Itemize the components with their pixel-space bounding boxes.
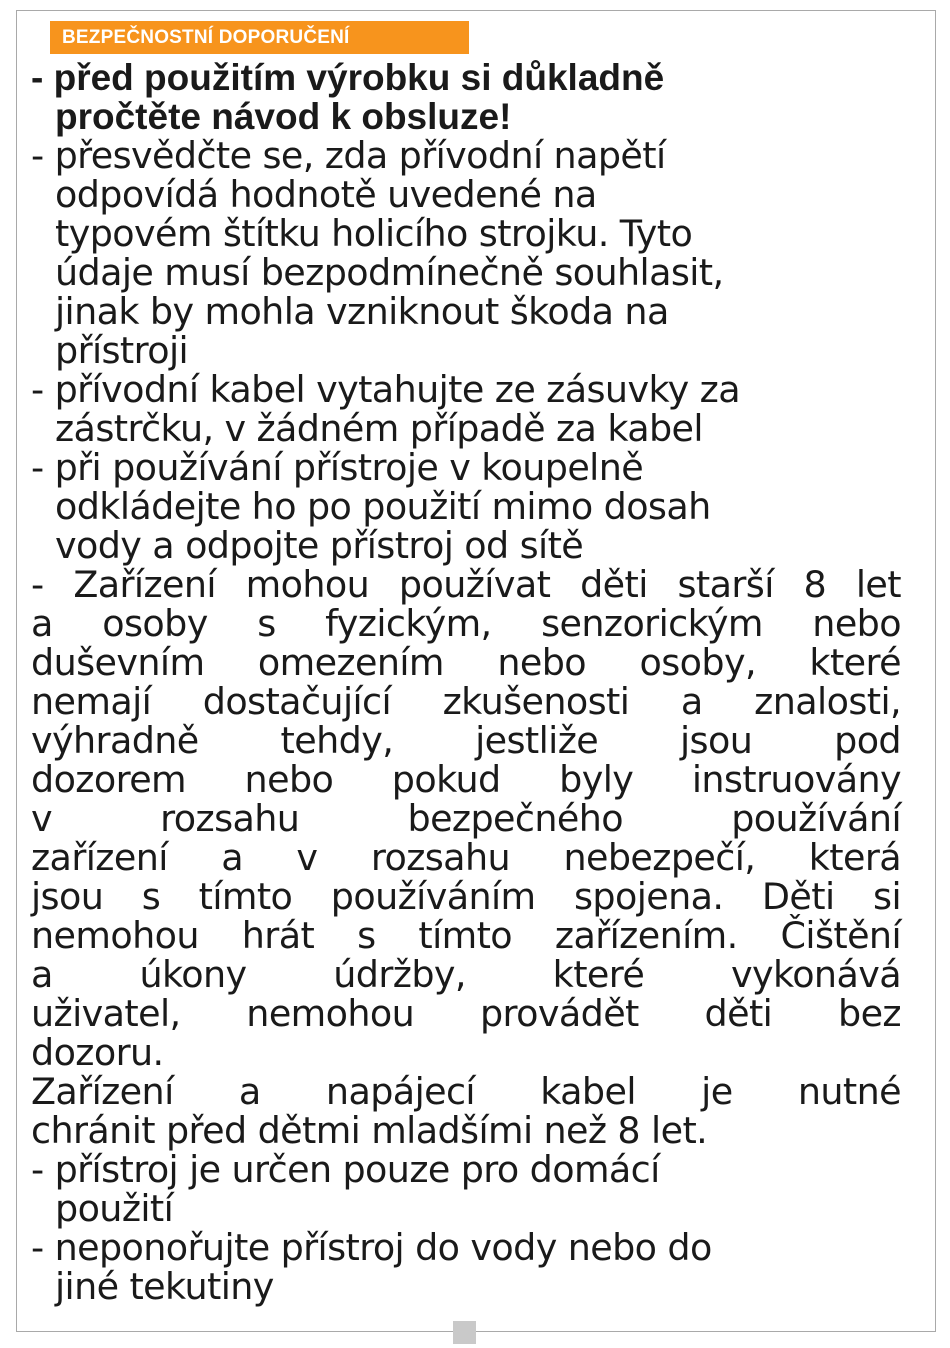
text-line: nemohou hrát s tímto zařízením. Čištění <box>31 914 901 957</box>
text-line: údaje musí bezpodmínečně souhlasit, <box>55 251 724 294</box>
text-line: chránit před dětmi mladšími než 8 let. <box>31 1109 708 1152</box>
text-line: - při používání přístroje v koupelně <box>31 446 644 489</box>
text-line: jinak by mohla vzniknout škoda na <box>55 290 669 333</box>
text-line: dozorem nebo pokud byly instruovány <box>31 758 901 801</box>
instruction-unplug <box>31 370 901 448</box>
text-line: - přesvědčte se, zda přívodní napětí <box>31 134 666 177</box>
text-line: zástrčku, v žádném případě za kabel <box>55 407 703 450</box>
text-line: - před použitím výrobku si důkladně <box>31 57 665 98</box>
text-line: použití <box>55 1187 174 1230</box>
text-line: uživatel, nemohou provádět děti bez <box>31 992 901 1035</box>
text-line: - přístroj je určen pouze pro domácí <box>31 1148 660 1191</box>
text-line: Zařízení a napájecí kabel je nutné <box>31 1070 901 1113</box>
text-line: jiné tekutiny <box>55 1265 274 1308</box>
text-line: dozoru. <box>31 1031 164 1074</box>
text-line: duševním omezením nebo osoby, které <box>31 641 901 684</box>
instruction-cable-protection <box>31 1072 901 1150</box>
safety-text <box>31 58 901 1306</box>
text-line: vody a odpojte přístroj od sítě <box>55 524 584 567</box>
text-line: typovém štítku holicího strojku. Tyto <box>55 212 693 255</box>
text-line: - Zařízení mohou používat děti starší 8 let <box>31 563 901 606</box>
text-line: - přívodní kabel vytahujte ze zásuvky za <box>31 368 741 411</box>
text-line: odkládejte ho po použití mimo dosah <box>55 485 711 528</box>
instruction-no-immersion <box>31 1228 901 1306</box>
text-line: odpovídá hodnotě uvedené na <box>55 173 597 216</box>
text-line: pročtěte návod k obsluze! <box>55 96 512 137</box>
section-header: BEZPEČNOSTNÍ DOPORUČENÍ <box>50 21 469 54</box>
text-line: v rozsahu bezpečného používání <box>31 797 901 840</box>
text-line: nemají dostačující zkušenosti a znalosti, <box>31 680 901 723</box>
page-marker <box>453 1321 476 1344</box>
text-line: přístroji <box>55 329 189 372</box>
instruction-home-use <box>31 1150 901 1228</box>
text-line: výhradně tehdy, jestliže jsou pod <box>31 719 901 762</box>
text-line: a úkony údržby, které vykonává <box>31 953 901 996</box>
instruction-read-manual <box>31 58 901 136</box>
instruction-bathroom <box>31 448 901 565</box>
text-line: zařízení a v rozsahu nebezpečí, která <box>31 836 901 879</box>
text-line: - neponořujte přístroj do vody nebo do <box>31 1226 712 1269</box>
text-line: a osoby s fyzickým, senzorickým nebo <box>31 602 901 645</box>
instruction-voltage <box>31 136 901 370</box>
text-line: jsou s tímto používáním spojena. Děti si <box>31 875 901 918</box>
instruction-children <box>31 565 901 1072</box>
